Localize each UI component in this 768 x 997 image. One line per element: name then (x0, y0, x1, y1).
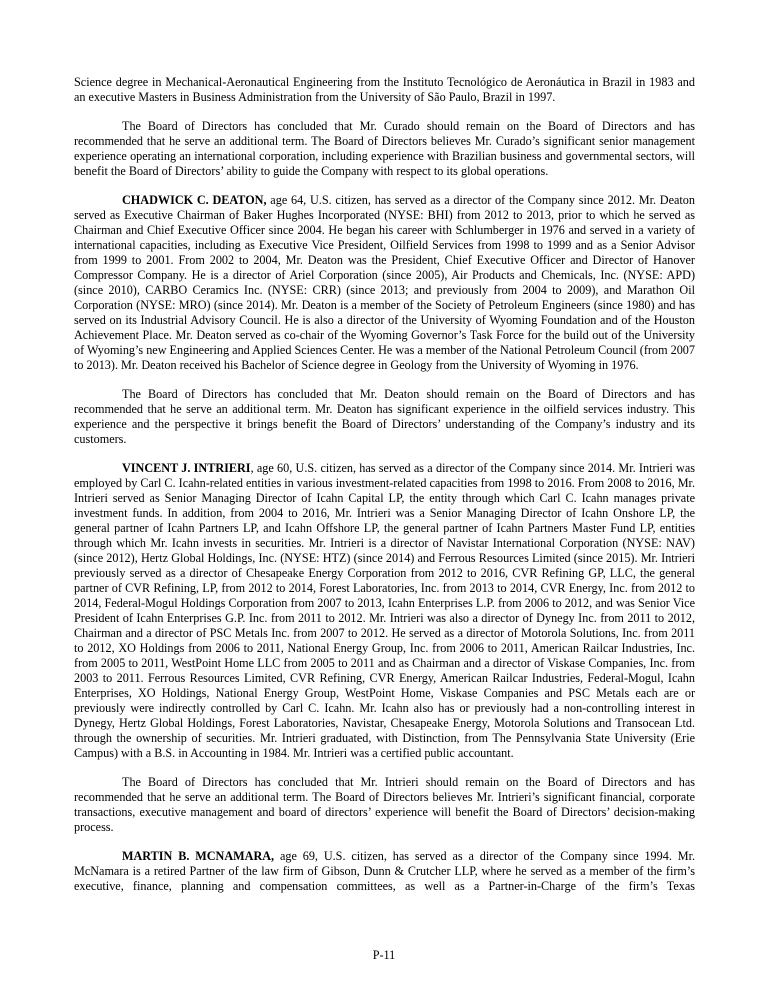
director-name: VINCENT J. INTRIERI (122, 461, 251, 475)
page-number: P-11 (372, 948, 396, 962)
paragraph (74, 75, 695, 105)
text-run: age 64, U.S. citizen, has served as a director of the Company since 2012. Mr. Deaton served as Executive Chairman of Baker Hughes Incorporated (NYSE: BHI) from 2012 to 2013, prior to which he served as Chairman and Chief Executive Officer since 2004. He began his career with Schlumberger in 1976 and served in a variety of international capacities, including as Executive Vice President, Oilfield Services from 1998 to 1999 and as a Senior Advisor from 1999 to 2001. From 2002 to 2004, Mr. Deaton was the President, Chief Executive Officer and Director of Hanover Compressor Company. He is a director of Ariel Corporation (since 2005), Air Products and Chemicals, Inc. (NYSE: APD) (since 2010), CARBO Ceramics Inc. (NYSE: CRR) (since 2013; and previously from 2004 to 2009), and Marathon Oil Corporation (NYSE: MRO) (since 2014). Mr. Deaton is a member of the Society of Petroleum Engineers (since 1980) and has served on its Industrial Advisory Council. He is also a director of the University of Wyoming Foundation and of the Houston Achievement Place. Mr. Deaton served as co-chair of the Wyoming Governor’s Task Force for the build out of the University of Wyoming’s new Engineering and Applied Sciences Center. He was a member of the National Petroleum Council (from 2007 to 2013). Mr. Deaton received his Bachelor of Science degree in Geology from the University of Wyoming in 1976. (74, 193, 695, 372)
text-run: age 69, U.S. citizen, has served as a director of the Company since 1994. Mr. McNamara is a retired Partner of the law firm of Gibson, Dunn & Crutcher LLP, where he served as a member of the firm’s executive, finance, planning and compensation committees, as well as a Partner-in-Charge of the firm’s Texas (74, 849, 695, 893)
paragraph (74, 193, 695, 373)
director-name: CHADWICK C. DEATON, (122, 193, 267, 207)
document-body (74, 75, 695, 894)
text-run: The Board of Directors has concluded that Mr. Deaton should remain on the Board of Directors and has recommended that he serve an additional term. Mr. Deaton has significant experience in the oilfield services industry. This experience and the perspective it brings benefit the Board of Directors’ understanding of the Company’s industry and its customers. (74, 387, 695, 446)
paragraph (74, 775, 695, 835)
paragraph (74, 387, 695, 447)
text-run: Science degree in Mechanical-Aeronautical Engineering from the Instituto Tecnológico de Aeronáutica in Brazil in 1983 and an executive Masters in Business Administration from the University of São Paulo, Brazil in 1997. (74, 75, 695, 104)
text-run: The Board of Directors has concluded that Mr. Intrieri should remain on the Board of Directors and has recommended that he serve an additional term. The Board of Directors believes Mr. Intrieri’s significant financial, corporate transactions, executive management and board of directors’ experience will benefit the Board of Directors’ decision-making process. (74, 775, 695, 834)
text-run: , age 60, U.S. citizen, has served as a director of the Company since 2014. Mr. Intrieri was employed by Carl C. Icahn-related entities in various investment-related capacities from 1998 to 2016. From 2008 to 2016, Mr. Intrieri served as Senior Managing Director of Icahn Capital LP, the entity through which Carl C. Icahn manages private investment funds. In addition, from 2004 to 2016, Mr. Intrieri was a Senior Managing Director of Icahn Onshore LP, the general partner of Icahn Partners LP, and Icahn Offshore LP, the general partner of Icahn Partners Master Fund LP, entities through which Mr. Icahn invests in securities. Mr. Intrieri is a director of Navistar International Corporation (NYSE: NAV) (since 2012), Hertz Global Holdings, Inc. (NYSE: HTZ) (since 2014) and Ferrous Resources Limited (since 2015). Mr. Intrieri previously served as a director of Chesapeake Energy Corporation from 2012 to 2016, CVR Refining GP, LLC, the general partner of CVR Refining, LP, from 2012 to 2014, Forest Laboratories, Inc. from 2013 to 2014, CVR Energy, Inc. from 2012 to 2014, Federal-Mogul Holdings Corporation from 2007 to 2013, Icahn Enterprises L.P. from 2006 to 2012, and was Senior Vice President of Icahn Enterprises G.P. Inc. from 2011 to 2012. Mr. Intrieri was also a director of Dynegy Inc. from 2011 to 2012, Chairman and a director of PSC Metals Inc. from 2007 to 2012. He served as a director of Motorola Solutions, Inc. from 2011 to 2012, XO Holdings from 2006 to 2011, National Energy Group, Inc. from 2006 to 2011, American Railcar Industries, Inc. from 2005 to 2011, WestPoint Home LLC from 2005 to 2011 and as Chairman and a director of Viskase Companies, Inc. from 2003 to 2011. Ferrous Resources Limited, CVR Refining, CVR Energy, American Railcar Industries, Federal-Mogul, Icahn Enterprises, XO Holdings, National Energy Group, WestPoint Home, Viskase Companies and PSC Metals each are or previously were indirectly controlled by Carl C. Icahn. Mr. Icahn also has or previously had a non-controlling interest in Dynegy, Hertz Global Holdings, Forest Laboratories, Navistar, Chesapeake Energy, Motorola Solutions and Transocean Ltd. through the ownership of securities. Mr. Intrieri graduated, with Distinction, from The Pennsylvania State University (Erie Campus) with a B.S. in Accounting in 1984. Mr. Intrieri was a certified public accountant. (74, 461, 695, 760)
director-name: MARTIN B. MCNAMARA, (122, 849, 275, 863)
paragraph (74, 461, 695, 761)
text-run: The Board of Directors has concluded that Mr. Curado should remain on the Board of Directors and has recommended that he serve an additional term. The Board of Directors believes Mr. Curado’s significant senior management experience operating an international corporation, including experience with Brazilian business and governmental sectors, will benefit the Board of Directors’ ability to guide the Company with respect to its global operations. (74, 119, 695, 178)
paragraph (74, 849, 695, 894)
paragraph (74, 119, 695, 179)
